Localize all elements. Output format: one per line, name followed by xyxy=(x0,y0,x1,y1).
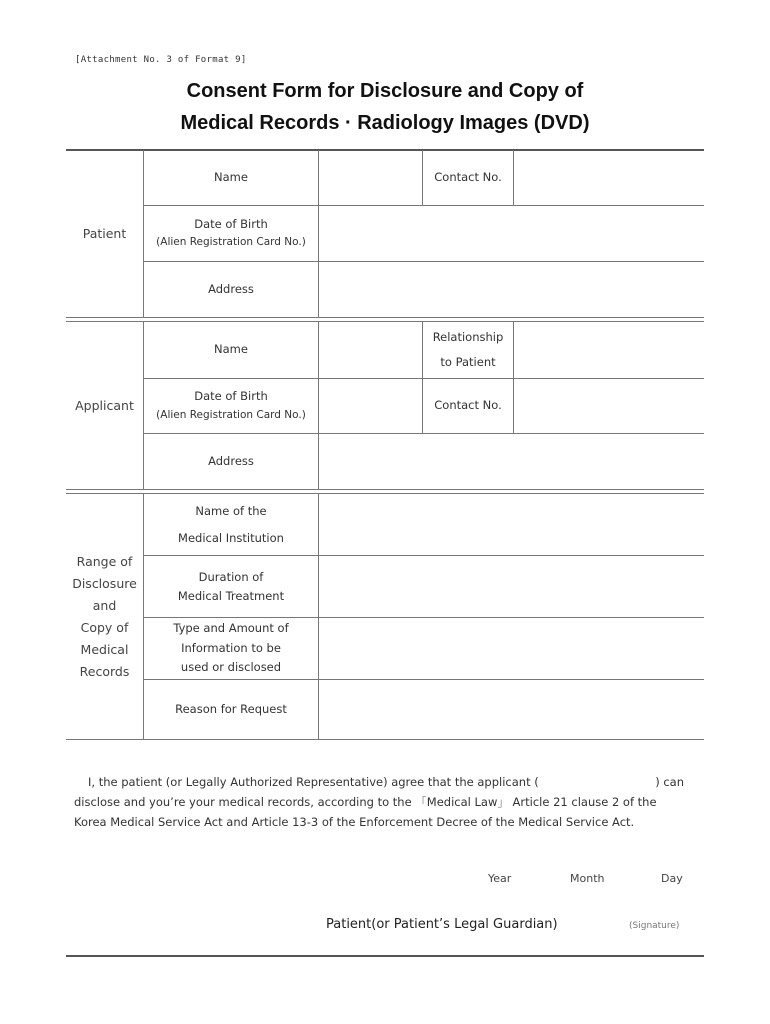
patient-dob-label: Date of Birth xyxy=(194,216,268,231)
applicant-dob-label: Date of Birth xyxy=(194,389,268,404)
date-year-label: Year xyxy=(488,872,512,885)
form-title-line2: Medical Records · Radiology Images (DVD) xyxy=(180,112,590,134)
patient-contact-field[interactable] xyxy=(514,150,704,205)
institution-label-line1: Name of the xyxy=(195,503,267,518)
applicant-name-blank[interactable] xyxy=(539,772,655,792)
date-day-label: Day xyxy=(661,872,683,885)
patient-name-field[interactable] xyxy=(319,150,422,205)
info-type-label-line2: Information to be xyxy=(181,640,281,655)
patient-address-label: Address xyxy=(208,281,254,296)
consent-statement xyxy=(74,772,684,832)
info-type-label-cell xyxy=(144,618,318,679)
bottom-rule xyxy=(66,955,704,957)
patient-name-label: Name xyxy=(214,169,248,184)
relationship-label-line2: to Patient xyxy=(440,355,496,369)
consent-line3: Korea Medical Service Act and Article 13-3 of the Enforcement Decree of the Medical Service Act. xyxy=(74,815,635,829)
patient-address-field[interactable] xyxy=(319,262,704,317)
applicant-name-field[interactable] xyxy=(319,322,422,378)
applicant-address-field[interactable] xyxy=(319,434,704,489)
range-label-line: Copy of xyxy=(80,619,129,635)
relationship-field[interactable] xyxy=(514,322,704,378)
patient-contact-label: Contact No. xyxy=(434,169,502,184)
range-label-line: Medical xyxy=(80,641,129,657)
applicant-name-label: Name xyxy=(214,342,248,357)
applicant-contact-label: Contact No. xyxy=(434,398,502,413)
duration-label-cell xyxy=(144,556,318,617)
patient-dob-sub-label: (Alien Registration Card No.) xyxy=(156,236,306,249)
reason-field[interactable] xyxy=(319,680,704,739)
consent-line1-end: ) can xyxy=(655,775,684,789)
attachment-label: [Attachment No. 3 of Format 9] xyxy=(75,55,247,65)
info-type-label-line3: used or disclosed xyxy=(180,660,282,675)
institution-label-line2: Medical Institution xyxy=(178,530,284,545)
date-month-label: Month xyxy=(570,872,605,885)
consent-line1-start: I, the patient (or Legally Authorized Representative) agree that the applicant ( xyxy=(88,775,539,789)
range-label-line: Disclosure xyxy=(72,575,137,591)
signature-label: Patient(or Patient’s Legal Guardian) xyxy=(326,917,558,932)
consent-line2: disclose and you’re your medical records, according to the 「Medical Law」 Article 21 clause 2 of the xyxy=(74,795,657,809)
info-type-label-line1: Type and Amount of xyxy=(173,621,289,636)
relationship-label-line1: Relationship xyxy=(432,329,504,344)
reason-label: Reason for Request xyxy=(175,701,287,716)
patient-dob-field[interactable] xyxy=(319,206,704,261)
signature-hint: (Signature) xyxy=(629,921,680,931)
range-label-line: Range of xyxy=(76,553,133,569)
duration-field[interactable] xyxy=(319,556,704,617)
range-label-line: and xyxy=(92,597,117,613)
patient-dob-label-cell xyxy=(144,206,318,261)
range-label-line: Records xyxy=(79,663,130,679)
applicant-contact-field[interactable] xyxy=(514,379,704,433)
institution-label-cell xyxy=(144,494,318,555)
duration-label-line2: Medical Treatment xyxy=(177,588,285,603)
patient-section-label: Patient xyxy=(82,225,127,241)
applicant-dob-field[interactable] xyxy=(319,379,422,433)
applicant-address-label: Address xyxy=(208,453,254,468)
applicant-section-label: Applicant xyxy=(75,397,134,413)
applicant-dob-label-cell xyxy=(144,379,318,433)
duration-label-line1: Duration of xyxy=(198,569,264,584)
form-title-line1: Consent Form for Disclosure and Copy of xyxy=(186,80,584,102)
info-type-field[interactable] xyxy=(319,618,704,679)
range-section-label xyxy=(66,494,143,739)
relationship-label-cell xyxy=(423,322,513,378)
institution-field[interactable] xyxy=(319,494,704,555)
applicant-dob-sub-label: (Alien Registration Card No.) xyxy=(156,408,306,421)
